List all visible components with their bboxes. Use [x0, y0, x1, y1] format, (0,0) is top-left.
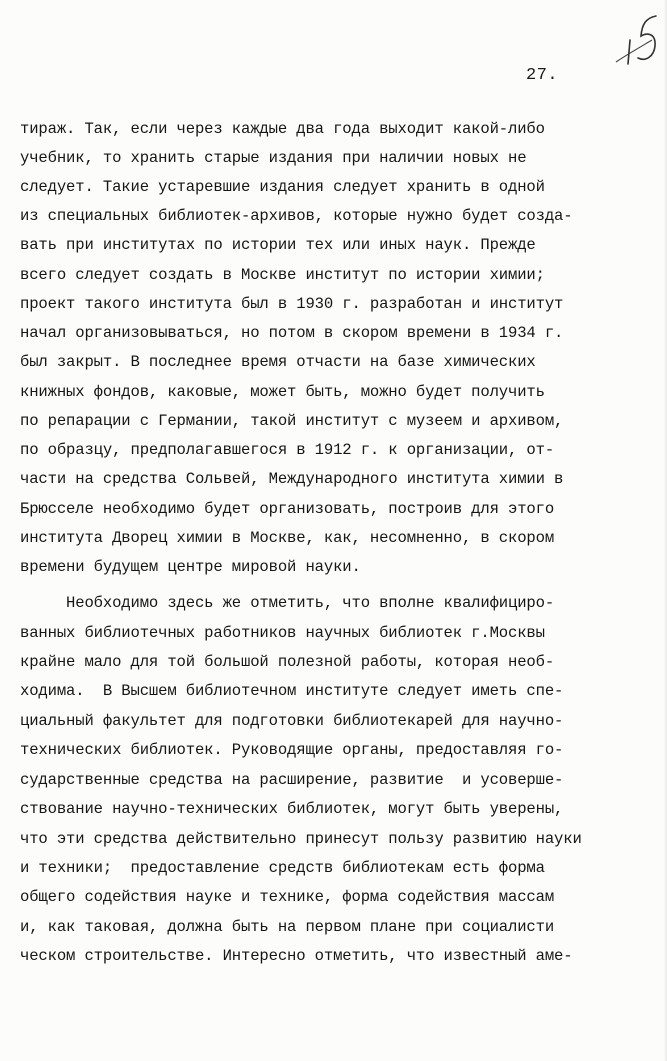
text-line-4: из специальных библиотек-архивов, которые нужно будет созда-	[20, 207, 573, 225]
text-line-21: циальный факультет для подготовки библиотекарей для научно-	[20, 712, 564, 730]
text-line-7: проект такого института был в 1930 г. разработан и институт	[20, 295, 564, 313]
text-line-8: начал организовываться, но потом в скором времени в 1934 г.	[20, 324, 564, 342]
text-line-5: вать при институтах по истории тех или иных наук. Прежде	[20, 236, 536, 254]
text-line-28: и, как таковая, должна быть на первом плане при социалисти	[20, 918, 555, 936]
text-line-18: ванных библиотечных работников научных библиотек г.Москвы	[20, 624, 545, 642]
text-line-14: Брюсселе необходимо будет организовать, построив для этого	[20, 500, 555, 518]
page-number: 27.	[526, 66, 559, 85]
text-line-6: всего следует создать в Москве институт по истории химии;	[20, 266, 545, 284]
text-line-29: ческом строительстве. Интересно отметить, что известный аме-	[20, 947, 573, 965]
text-line-26: и техники; предоставление средств библиотекам есть форма	[20, 859, 545, 877]
text-line-3: следует. Такие устаревшие издания следует хранить в одной	[20, 178, 545, 196]
text-line-9: был закрыт. В последнее время отчасти на базе химических	[20, 353, 536, 371]
handwritten-folio-drawing	[612, 10, 667, 70]
text-line-13: части на средства Сольвей, Международного института химии в	[20, 470, 564, 488]
text-line-15: института Дворец химии в Москве, как, несомненно, в скором	[20, 529, 555, 547]
text-line-24: ствование научно-технических библиотек, могут быть уверены,	[20, 800, 564, 818]
handwritten-folio-mark	[612, 10, 667, 70]
text-line-19: крайне мало для той большой полезной работы, которая необ-	[20, 653, 555, 671]
text-line-16: времени будущем центре мировой науки.	[20, 558, 361, 576]
text-line-27: общего содействия науке и технике, форма содействия массам	[20, 888, 555, 906]
text-line-17: Необходимо здесь же отметить, что вполне квалифициро-	[20, 594, 555, 612]
text-line-12: по образцу, предполагавшегося в 1912 г. к организации, от-	[20, 441, 555, 459]
text-line-1: тираж. Так, если через каждые два года выходит какой-либо	[20, 120, 545, 138]
text-line-20: ходима. В Высшем библиотечном институте следует иметь спе-	[20, 682, 564, 700]
text-line-22: технических библиотек. Руководящие органы, предоставляя го-	[20, 741, 564, 759]
text-line-10: книжных фондов, каковые, может быть, можно будет получить	[20, 383, 545, 401]
text-line-11: по репарации с Германии, такой институт с музеем и архивом,	[20, 412, 564, 430]
text-line-25: что эти средства действительно принесут пользу развитию науки	[20, 830, 582, 848]
text-line-2: учебник, то хранить старые издания при наличии новых не	[20, 149, 527, 167]
text-line-23: сударственные средства на расширение, развитие и усоверше-	[20, 771, 564, 789]
